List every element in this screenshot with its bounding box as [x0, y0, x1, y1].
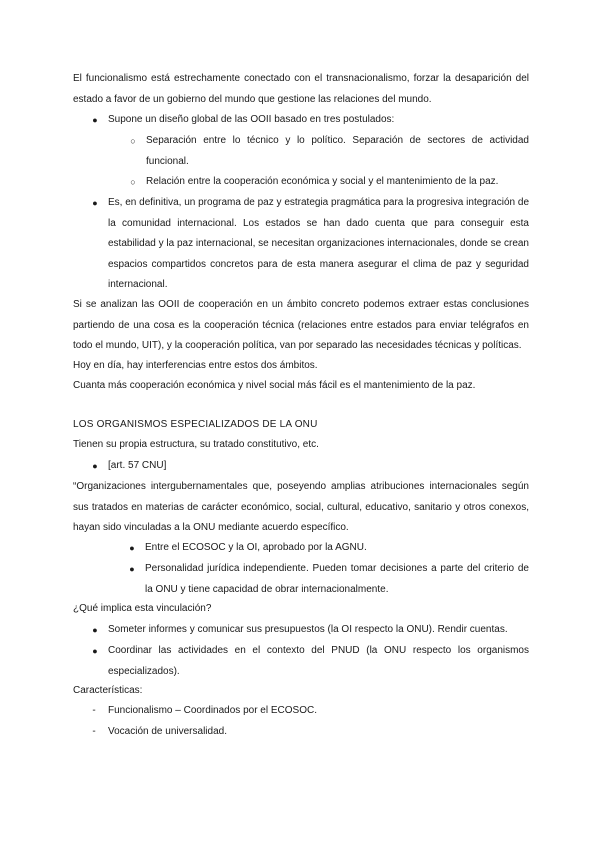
cooperation-peace-paragraph: Cuanta más cooperación económica y nivel social más fácil es el mantenimiento de la paz.: [73, 380, 476, 391]
bullet-icon: ●: [92, 198, 98, 208]
feature-universality: Vocación de universalidad.: [108, 726, 227, 737]
bullet-icon: ●: [92, 646, 98, 656]
article-reference: [art. 57 CNU]: [108, 460, 167, 471]
conclusions-paragraph: Si se analizan las OOII de cooperación en un ámbito concreto podemos extraer estas conclusiones partiendo de una cosa es la cooperación técnica (relaciones entre estados para enviar telégrafos en todo el mundo, UIT), y la cooperación política, van por separado las necesidades técnicas y políticas.: [73, 299, 529, 351]
features-label: Características:: [73, 685, 143, 696]
feature-functionalism: Funcionalismo – Coordinados por el ECOSOC.: [108, 705, 317, 716]
peace-program-bullet: Es, en definitiva, un programa de paz y estrategia pragmática para la progresiva integración de la comunidad internacional. Los estados se han dado cuenta que para conseguir esta estabilidad y la paz internacional, se necesitan organizaciones internacionales, donde se crean espacios compartidos concretos para de esta manera asegurar el clima de paz y seguridad internacional.: [108, 197, 529, 290]
dash-bullet: -: [92, 726, 96, 737]
bullet-icon: ●: [129, 564, 135, 574]
bullet-icon: ●: [129, 543, 135, 553]
intro-paragraph: El funcionalismo está estrechamente conectado con el transnacionalismo, forzar la desaparición del estado a favor de un gobierno del mundo que gestione las relaciones del mundo.: [73, 73, 529, 105]
pnud-coordination-bullet: Coordinar las actividades en el contexto del PNUD (la ONU respecto los organismos especializados).: [108, 645, 529, 677]
postulates-bullet: Supone un diseño global de las OOII basado en tres postulados:: [108, 114, 395, 125]
legal-personality-bullet: Personalidad jurídica independiente. Pueden tomar decisiones a parte del criterio de la ONU y tiene capacidad de obrar internacionalmente.: [145, 563, 529, 595]
circle-bullet-icon: ○: [130, 136, 136, 146]
definition-quote: “Organizaciones intergubernamentales que, poseyendo amplias atribuciones internacionales según sus tratados en materias de carácter económico, social, cultural, educativo, sanitario y otros conexos, hayan sido vinculadas a la ONU mediante acuerdo específico.: [73, 481, 529, 533]
linkage-question: ¿Qué implica esta vinculación?: [73, 603, 212, 614]
postulate-cooperation: Relación entre la cooperación económica y social y el mantenimiento de la paz.: [146, 176, 499, 187]
bullet-icon: ●: [92, 625, 98, 635]
bullet-icon: ●: [92, 115, 98, 125]
postulate-separation: Separación entre lo técnico y lo político. Separación de sectores de actividad funcional.: [146, 135, 529, 167]
reports-bullet: Someter informes y comunicar sus presupuestos (la OI respecto la ONU). Rendir cuentas.: [108, 624, 508, 635]
ecosoc-agreement-bullet: Entre el ECOSOC y la OI, aprobado por la AGNU.: [145, 542, 367, 553]
circle-bullet-icon: ○: [130, 177, 136, 187]
bullet-icon: ●: [92, 461, 98, 471]
interference-paragraph: Hoy en día, hay interferencias entre estos dos ámbitos.: [73, 360, 318, 371]
structure-paragraph: Tienen su propia estructura, su tratado constitutivo, etc.: [73, 439, 319, 450]
section-heading: LOS ORGANISMOS ESPECIALIZADOS DE LA ONU: [73, 419, 318, 430]
dash-bullet: -: [92, 705, 96, 716]
